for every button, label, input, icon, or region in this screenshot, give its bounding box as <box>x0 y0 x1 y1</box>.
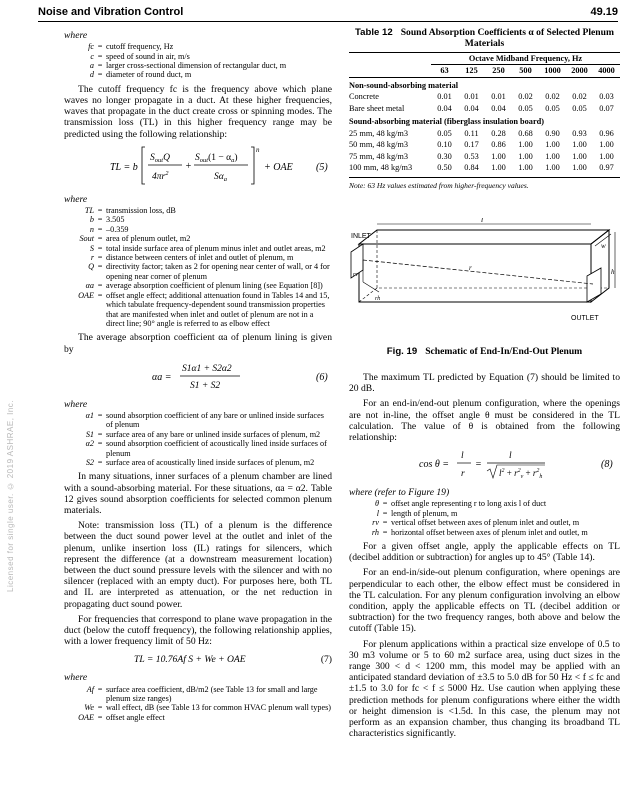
definition-equals: = <box>97 70 103 80</box>
freq-header: 1000 <box>544 65 561 75</box>
para-lined: In many situations, inner surfaces of a plenum chamber are lined with a sound-absorbing material. For these situations, αa = α2. Table 12 gives sound absorption coefficients for selected common plenum materials. <box>64 471 332 516</box>
coefficient-cell: 0.01 <box>464 92 479 102</box>
definition-text: surface area coefficient, dB/m2 (see Table 13 for small and large plenum size ranges) <box>106 684 318 704</box>
definition-symbol: Af <box>86 684 94 694</box>
table-row <box>349 92 620 103</box>
definition-row <box>64 70 332 79</box>
freq-header: 125 <box>465 65 478 75</box>
where-label: where <box>64 30 88 41</box>
definition-equals: = <box>97 61 103 71</box>
definition-text: offset angle effect; additional attenuation found in Tables 14 and 15, which tabulate frequency-dependent sound transmission properties that are manifested when inlet and outlet of plenum are not in a direct line; 90° angle is referred to as elbow effect <box>106 290 330 328</box>
bracket-right <box>251 147 254 184</box>
definition-row <box>64 703 332 712</box>
definition-text: horizontal offset between axes of plenum inlet and outlet, m <box>391 527 588 537</box>
equation-7 <box>64 651 332 669</box>
definition-symbol: c <box>90 51 94 61</box>
coefficient-cell: 0.05 <box>545 103 560 113</box>
table-row <box>349 162 620 173</box>
coefficient-cell: 0.01 <box>491 92 506 102</box>
definition-row <box>64 42 332 51</box>
definition-equals: = <box>382 527 388 537</box>
definition-equals: = <box>97 429 103 439</box>
definition-symbol: S <box>89 243 94 253</box>
coefficient-cell: 0.07 <box>599 103 614 113</box>
definition-symbol: OAE <box>78 290 94 300</box>
inlet-label: INLET <box>351 233 371 240</box>
definition-symbol: rv <box>372 518 379 528</box>
definition-symbol: fc <box>88 42 94 52</box>
right-column <box>349 27 620 191</box>
material-name: Concrete <box>349 92 379 102</box>
definition-row <box>64 225 332 234</box>
header-rule <box>38 21 618 22</box>
definition-symbol: Q <box>88 262 94 272</box>
coefficient-cell: 1.00 <box>491 151 506 161</box>
where-label-3: where <box>64 398 88 410</box>
definition-row <box>349 509 620 518</box>
eq5-term1-num: $S_{out}Q$ <box>150 152 170 164</box>
coefficient-cell: 0.03 <box>599 92 614 102</box>
definition-row <box>64 281 332 290</box>
equation-8 <box>349 447 620 481</box>
plenum-front-face <box>359 244 591 302</box>
eq6-number: (6) <box>316 371 328 383</box>
definition-text: offset angle effect <box>106 712 165 722</box>
coefficient-cell: 0.50 <box>437 162 452 172</box>
definition-row <box>64 262 332 281</box>
table12-title: Sound Absorption Coefficients α of Selected Plenum Materials <box>400 27 614 49</box>
definition-row <box>349 518 620 527</box>
definition-equals: = <box>97 712 103 722</box>
coefficient-cell: 0.86 <box>491 140 506 150</box>
definition-symbol: α2 <box>85 439 94 449</box>
plenum-top-face <box>359 230 609 244</box>
definition-text: larger cross-sectional dimension of rectangular duct, m <box>106 61 287 71</box>
table12-band-header: Octave Midband Frequency, Hz <box>431 53 620 65</box>
figure-19 <box>349 218 620 344</box>
eq8-radicand: $l^2 + r^2_v + r^2_h$ <box>499 468 543 481</box>
material-name: 50 mm, 48 kg/m3 <box>349 140 409 150</box>
coefficient-cell: 1.00 <box>491 162 506 172</box>
eq8-number: (8) <box>601 459 613 471</box>
definition-row <box>64 411 332 430</box>
equation-6 <box>64 359 332 393</box>
definition-text: average absorption coefficient of plenum lining (see Equation [8]) <box>106 281 323 291</box>
definition-text: directivity factor; taken as 2 for opening near center of wall, or 4 for opening near corner of plenum <box>106 262 330 281</box>
w-label: w <box>601 242 606 250</box>
definition-equals: = <box>97 439 103 449</box>
defs-theta <box>349 499 620 537</box>
eq5-term2-num: $S_{out}(1 - \alpha_a)$ <box>195 152 238 164</box>
definition-equals: = <box>97 410 103 420</box>
definition-row <box>64 61 332 70</box>
table12-corner <box>349 53 431 65</box>
table12-note: Note: 63 Hz values estimated from higher-frequency values. <box>349 177 620 191</box>
running-header <box>38 6 618 18</box>
para-avg-abs: The average absorption coefficient αa of plenum lining is given by <box>64 332 332 355</box>
coefficient-cell: 0.05 <box>437 128 452 138</box>
coefficient-cell: 0.30 <box>437 151 452 161</box>
table-row <box>349 103 620 114</box>
definition-text: 3.505 <box>106 215 125 225</box>
coefficient-cell: 1.00 <box>572 140 587 150</box>
definition-symbol: αa <box>85 281 94 291</box>
definition-equals: = <box>382 499 388 509</box>
rh-label: rh <box>375 296 381 302</box>
para-applications: For plenum applications within a practical size envelope of 0.5 to 30 m3 volume or 5 to 60 m2 surface area, using duct sizes in the range 300 < d < 1200 mm, this model may be applied with an anticipated standard deviation of ±3.5 to 5.0 dB for 50 Hz < f ≤ fc and ±1.5 to 3.0 for fc < f ≤ 5000 Hz. Use caution when applying these prediction methods for plenum configurations where either the width or height dimension is <1.5d. In this case, the plenum may not perform as an expansion chamber, thus changing its broadband TL characteristics significantly. <box>349 638 620 740</box>
section-title: Sound-absorbing material (fiberglass insulation board) <box>349 117 545 127</box>
definition-equals: = <box>97 224 103 234</box>
coefficient-cell: 1.00 <box>572 162 587 172</box>
definition-text: surface area of acoustically lined inside surfaces of plenum, m2 <box>106 457 315 467</box>
coefficient-cell: 1.00 <box>518 162 533 172</box>
freq-header: 2000 <box>571 65 588 75</box>
definition-equals: = <box>382 518 388 528</box>
definition-row <box>64 206 332 215</box>
definition-symbol: θ <box>374 499 379 509</box>
eq5-number: (5) <box>316 161 328 173</box>
table12-number: Table 12 <box>355 27 393 38</box>
table-row <box>349 140 620 151</box>
table12-body <box>349 77 620 173</box>
coefficient-cell: 0.04 <box>437 103 452 113</box>
definition-symbol: We <box>84 703 94 713</box>
l-label: l <box>481 218 484 224</box>
coefficient-cell: 0.04 <box>464 103 479 113</box>
figure-19-caption <box>349 346 620 357</box>
table12-freq-row <box>349 65 620 77</box>
material-name: Bare sheet metal <box>349 103 405 113</box>
coefficient-cell: 0.53 <box>464 151 479 161</box>
coefficient-cell: 1.00 <box>545 151 560 161</box>
definition-symbol: r <box>90 253 94 263</box>
definition-text: surface area of any bare or unlined inside surfaces of plenum, m2 <box>106 429 321 439</box>
eq8-r-den: r <box>461 469 465 480</box>
table12-section <box>349 114 620 128</box>
coefficient-cell: 0.05 <box>518 103 533 113</box>
eq5-plus: + <box>185 160 192 172</box>
license-notice: Licensed for single user. © 2019 ASHRAE, Inc. <box>6 399 15 592</box>
equation-6-svg <box>64 359 332 393</box>
h-label: h <box>611 268 615 276</box>
coefficient-cell: 0.97 <box>599 162 614 172</box>
definition-symbol: b <box>89 215 94 225</box>
coefficient-cell: 0.96 <box>599 128 614 138</box>
para-note: Note: transmission loss (TL) of a plenum is the difference between the duct sound power level at the outlet and inlet of the plenum, unlike insertion loss (IL) ratings for silencers, which represent the difference (at a downstream measurement location) between the duct sound pressure levels with the silencer and with no silencer (replaced with an empty duct). For purposes here, both TL and IL are interpreted as attenuation, or the net reduction in propagating duct sound power. <box>64 520 332 610</box>
defs-af <box>64 685 332 723</box>
freq-header: 63 <box>440 65 449 75</box>
eq8-lhs: cos θ = <box>419 459 449 471</box>
para-max-tl: The maximum TL predicted by Equation (7) should be limited to 20 dB. <box>349 372 620 395</box>
definition-equals: = <box>97 281 103 291</box>
defs-fc <box>64 42 332 80</box>
definition-row <box>64 291 332 329</box>
right-text <box>349 372 620 744</box>
table-row <box>349 151 620 162</box>
definition-symbol: TL <box>84 206 94 216</box>
rh-line <box>363 282 379 292</box>
definition-text: sound absorption coefficient of acoustically lined inside surfaces of plenum <box>106 439 327 458</box>
coefficient-cell: 0.01 <box>437 92 452 102</box>
para-table14: For a given offset angle, apply the applicable effects on TL (decibel addition or subtraction) for angles up to 45° (Table 14). <box>349 541 620 564</box>
definition-text: area of plenum outlet, m2 <box>106 234 191 244</box>
coefficient-cell: 0.11 <box>464 128 479 138</box>
definition-symbol: OAE <box>78 712 94 722</box>
table-row <box>349 128 620 139</box>
table12-caption <box>349 27 620 49</box>
definition-symbol: n <box>89 224 94 234</box>
definition-row <box>64 430 332 439</box>
coefficient-cell: 0.17 <box>464 140 479 150</box>
eq6-lhs: αa = <box>152 371 172 383</box>
defs-alpha <box>64 411 332 467</box>
coefficient-cell: 1.00 <box>599 140 614 150</box>
definition-text: total inside surface area of plenum minus inlet and outlet areas, m2 <box>106 243 326 253</box>
outlet-label: OUTLET <box>571 315 599 322</box>
definition-equals: = <box>382 508 388 518</box>
r-line <box>363 260 593 284</box>
definition-row <box>64 52 332 61</box>
where-fig-label: where (refer to Figure 19) <box>349 487 450 499</box>
eq6-denom: S1 + S2 <box>190 380 221 391</box>
coefficient-cell: 1.00 <box>545 140 560 150</box>
coefficient-cell: 0.90 <box>545 128 560 138</box>
coefficient-cell: 0.68 <box>518 128 533 138</box>
coefficient-cell: 0.10 <box>437 140 452 150</box>
freq-header: 250 <box>492 65 505 75</box>
definition-row <box>64 253 332 262</box>
eq5-term2-den: $S\alpha_a$ <box>214 171 227 183</box>
definition-equals: = <box>97 703 103 713</box>
definition-row <box>349 499 620 508</box>
definition-row <box>64 458 332 467</box>
coefficient-cell: 1.00 <box>518 140 533 150</box>
eq5-rhs: + OAE <box>264 161 293 173</box>
definition-row <box>64 685 332 704</box>
plenum-hidden-edges <box>359 230 609 302</box>
eq8-l-num: l <box>461 451 464 462</box>
definition-equals: = <box>97 215 103 225</box>
definition-row <box>64 215 332 224</box>
definition-text: speed of sound in air, m/s <box>106 51 190 61</box>
coefficient-cell: 0.93 <box>572 128 587 138</box>
definition-symbol: a <box>89 61 94 71</box>
definition-text: offset angle representing r to long axis l of duct <box>391 499 547 509</box>
para-elbow: For an end-in/side-out plenum configuration, where openings are perpendicular to each other, the elbow effect must be considered in the TL calculation. For any plenum configuration involving an elbow condition, apply the applicable effects on TL (decibel addition or subtraction) for the two frequency ranges, both above and below the cutoff (Table 15). <box>349 567 620 635</box>
material-name: 75 mm, 48 kg/m3 <box>349 151 409 161</box>
coefficient-cell: 1.00 <box>545 162 560 172</box>
eq8-l-num2: l <box>509 451 512 462</box>
coefficient-cell: 1.00 <box>518 151 533 161</box>
definition-row <box>64 234 332 243</box>
definition-text: distance between centers of inlet and outlet of plenum, m <box>106 253 294 263</box>
coefficient-cell: 1.00 <box>599 151 614 161</box>
material-name: 25 mm, 48 kg/m3 <box>349 128 409 138</box>
eq5-term1-den: $4\pi r^2$ <box>152 169 169 182</box>
definition-symbol: d <box>89 70 94 80</box>
eq8-eq2: = <box>475 459 482 471</box>
coefficient-cell: 0.05 <box>572 103 587 113</box>
left-column <box>64 27 332 726</box>
coefficient-cell: 1.00 <box>572 151 587 161</box>
definition-row <box>349 528 620 537</box>
definition-equals: = <box>97 262 103 272</box>
definition-equals: = <box>97 290 103 300</box>
definition-text: length of plenum, m <box>391 508 458 518</box>
section-title: Non-sound-absorbing material <box>349 80 459 90</box>
where-label-2: where <box>64 193 88 205</box>
coefficient-cell: 0.02 <box>545 92 560 102</box>
definition-equals: = <box>97 457 103 467</box>
figure-19-number: Fig. 19 <box>386 346 418 357</box>
definition-row <box>64 713 332 722</box>
definition-text: cutoff frequency, Hz <box>106 42 174 52</box>
eq7-text: TL = 10.76Af S + We + OAE <box>134 654 246 666</box>
bracket-left <box>142 147 145 184</box>
rv-label: rv <box>353 272 358 278</box>
coefficient-cell: 0.28 <box>491 128 506 138</box>
definition-equals: = <box>97 51 103 61</box>
definition-equals: = <box>97 234 103 244</box>
definition-equals: = <box>97 42 103 52</box>
r-label: r <box>469 264 472 272</box>
equation-5-svg <box>64 144 332 188</box>
table12-section <box>349 77 620 91</box>
definition-equals: = <box>97 253 103 263</box>
definition-text: transmission loss, dB <box>106 206 176 216</box>
definition-text: sound absorption coefficient of any bare or unlined inside surfaces of plenum <box>106 410 324 430</box>
equation-8-svg <box>349 447 620 481</box>
page-number: 49.19 <box>590 6 618 18</box>
figure-19-title: Schematic of End-In/End-Out Plenum <box>425 346 583 357</box>
definition-equals: = <box>97 684 103 694</box>
eq6-numer: S1α1 + S2α2 <box>182 363 232 374</box>
freq-header: 500 <box>519 65 532 75</box>
definition-text: wall effect, dB (see Table 13 for common HVAC plenum wall types) <box>106 703 331 713</box>
material-name: 100 mm, 48 kg/m3 <box>349 162 413 172</box>
freq-header: 4000 <box>598 65 615 75</box>
definition-symbol: l <box>376 508 379 518</box>
definition-symbol: Sout <box>79 234 94 244</box>
definition-text: diameter of round duct, m <box>106 70 192 80</box>
coefficient-cell: 0.02 <box>518 92 533 102</box>
outlet-duct <box>587 268 601 302</box>
definition-symbol: S2 <box>85 457 94 467</box>
definition-text: vertical offset between axes of plenum inlet and outlet, m <box>391 518 580 528</box>
para-cutoff: The cutoff frequency fc is the frequency above which plane waves no longer propagate in a duct. At these higher frequencies, waves that propagate in the duct create cross or spinning modes. The transmission loss (TL) in this higher frequency range may be predicted using the following relationship: <box>64 83 332 140</box>
definition-symbol: S1 <box>85 429 94 439</box>
definition-row <box>64 244 332 253</box>
coefficient-cell: 0.84 <box>464 162 479 172</box>
defs-tl <box>64 206 332 328</box>
equation-5 <box>64 144 332 188</box>
definition-equals: = <box>97 243 103 253</box>
where-label-4: where <box>64 672 88 684</box>
definition-symbol: α1 <box>85 410 94 420</box>
definition-row <box>64 439 332 458</box>
para-offset: For an end-in/end-out plenum configuration, where the openings are not in-line, the offset angle θ must be considered in the TL calculation. The value of θ is obtained from the following relationship: <box>349 398 620 444</box>
definition-equals: = <box>97 206 103 216</box>
header-title: Noise and Vibration Control <box>38 6 184 18</box>
eq5-exponent: n <box>256 145 260 154</box>
para-plane-wave: For frequencies that correspond to plane wave propagation in the duct (below the cutoff frequency), the following relationship applies, with a lower frequency limit of 50 Hz: <box>64 613 332 648</box>
eq5-lhs: TL = b <box>110 161 138 173</box>
definition-text: –0.359 <box>106 224 129 234</box>
table12 <box>349 52 620 174</box>
plenum-schematic <box>349 218 620 344</box>
coefficient-cell: 0.04 <box>491 103 506 113</box>
eq7-number: (7) <box>320 654 332 666</box>
definition-symbol: rh <box>371 527 379 537</box>
coefficient-cell: 0.02 <box>572 92 587 102</box>
